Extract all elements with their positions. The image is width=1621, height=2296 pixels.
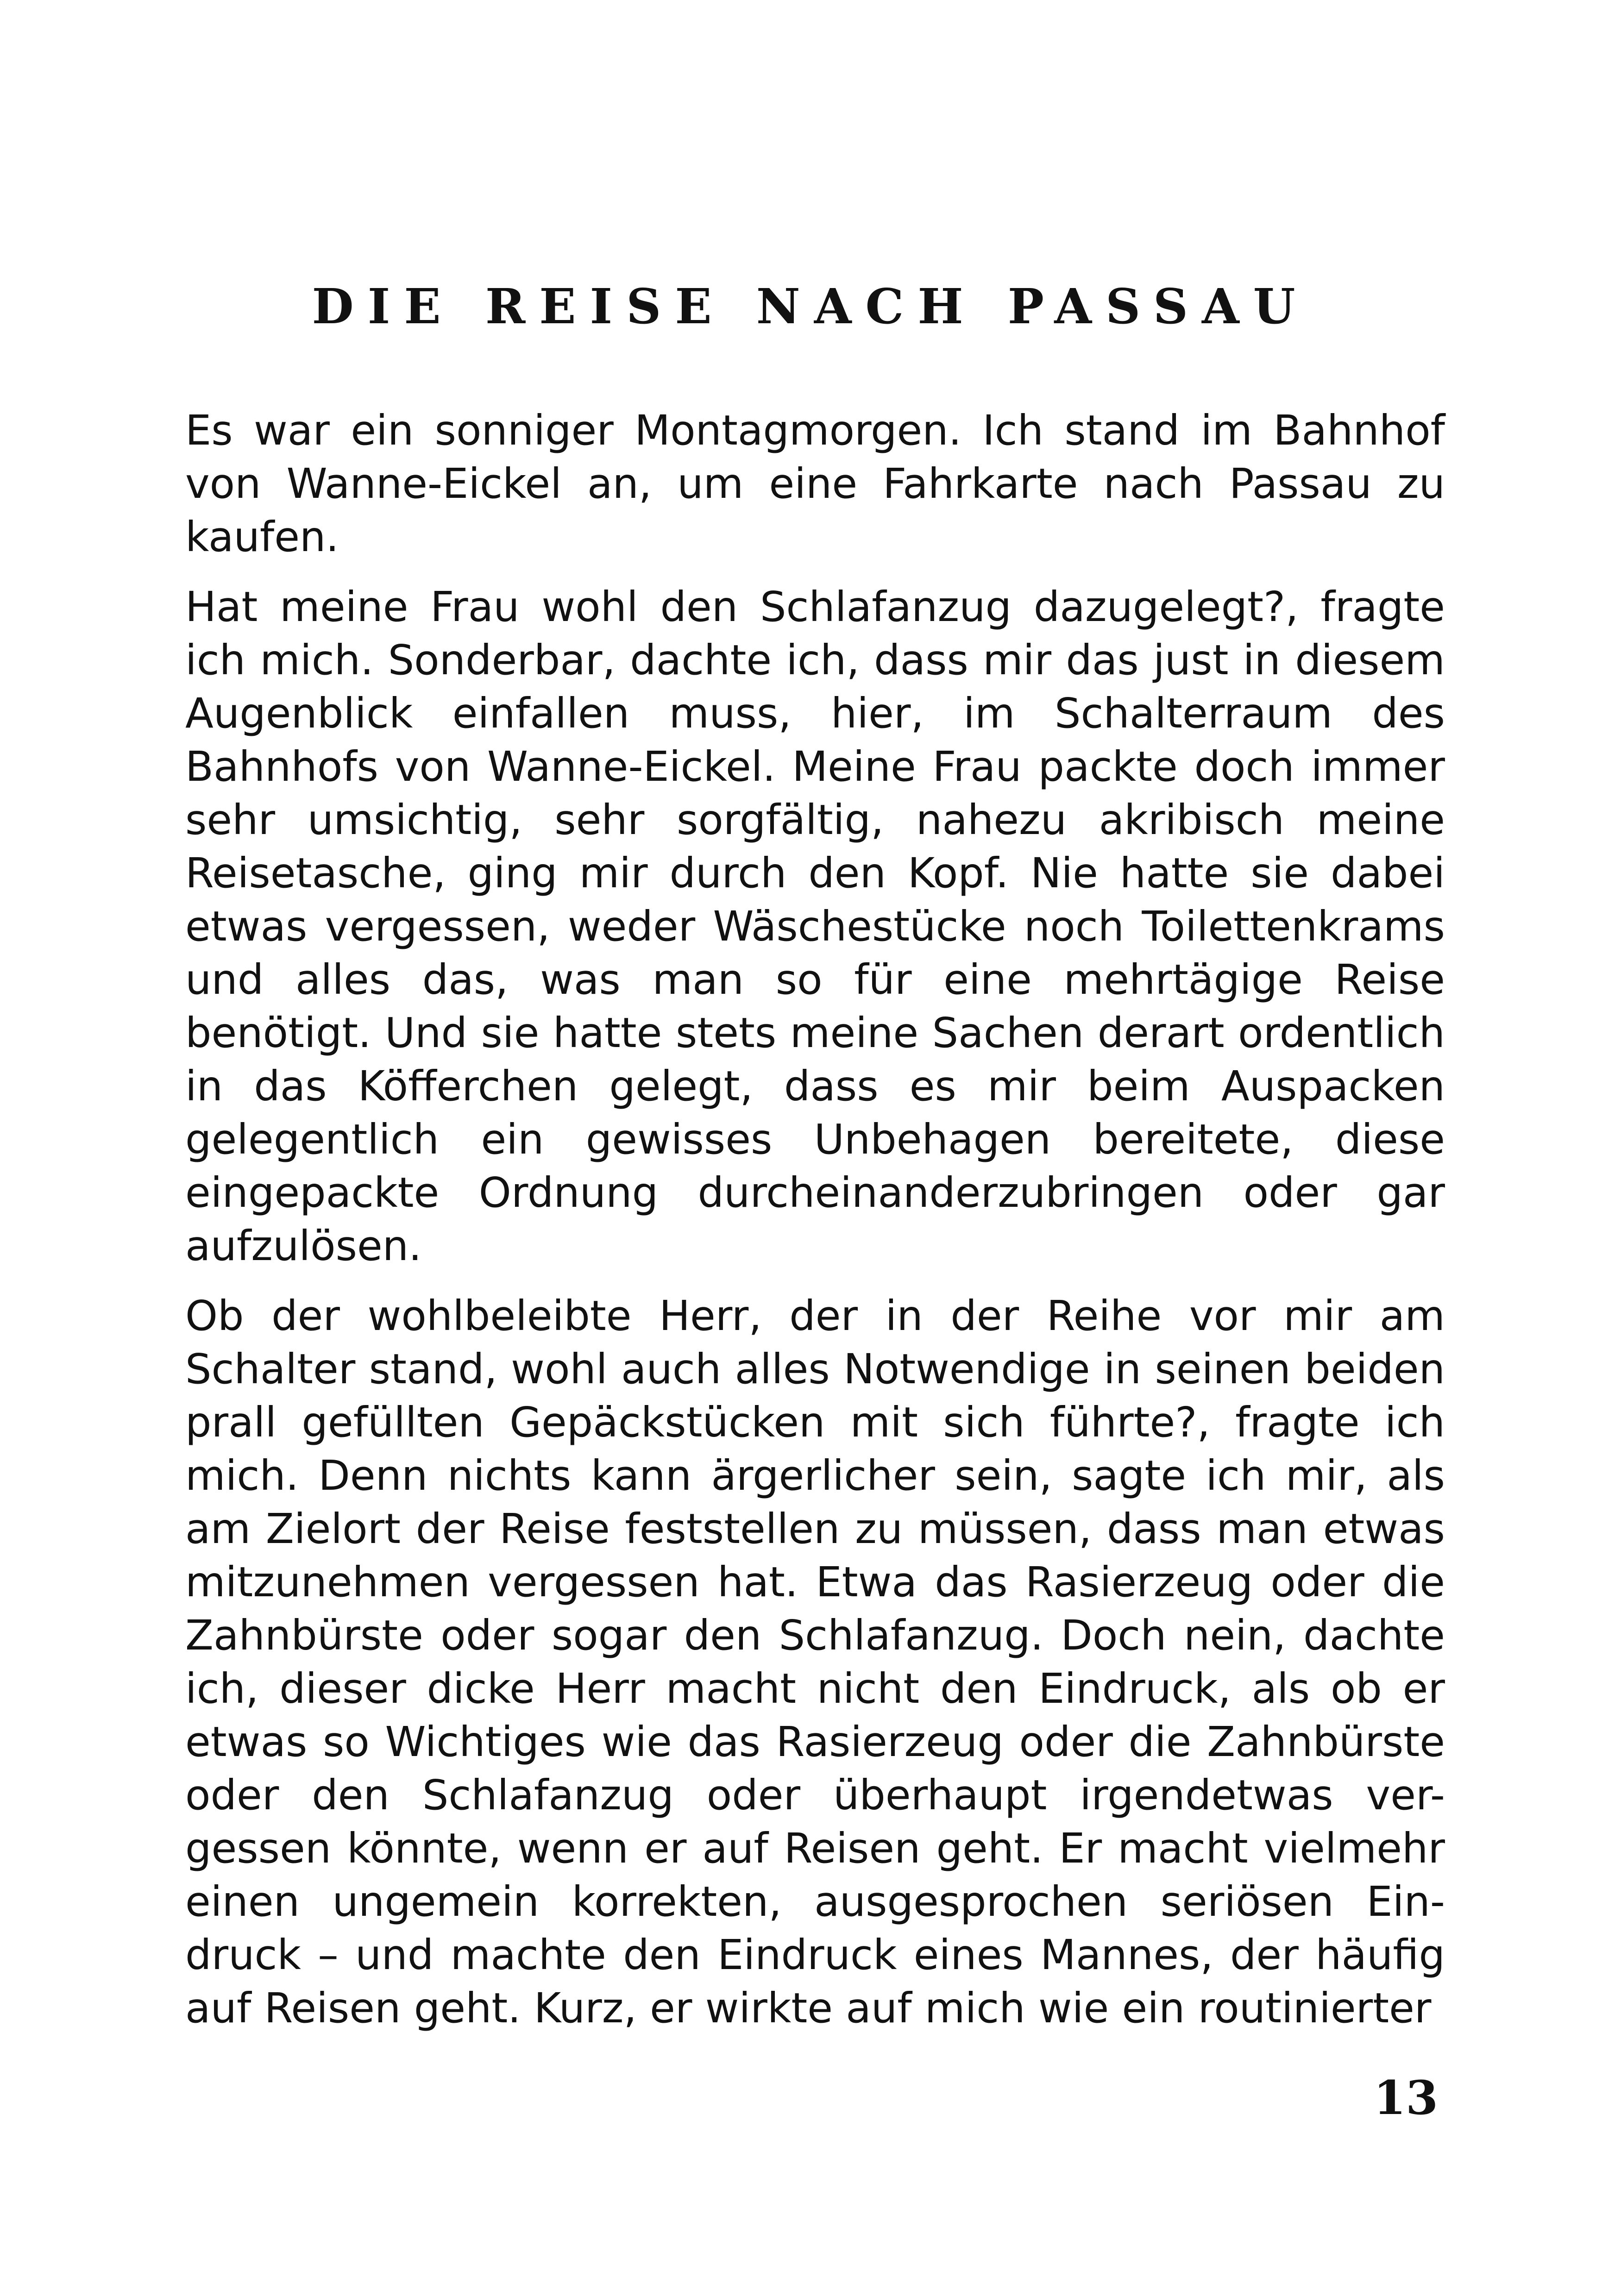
chapter-title: DIE REISE NACH PASSAU [312, 278, 1309, 335]
body-text [185, 404, 1445, 2051]
paragraph-2: Hat meine Frau wohl den Schlafanzug dazugelegt?, fragte ich mich. Sonderbar, dachte ich, dass mir das just in diesem Augenblick einfallen muss, hier, im Schalterraum des Bahnhofs von Wanne-Eickel. Meine Frau packte doch immer sehr umsichtig, sehr sorgfältig, nahezu akribisch meine Reisetasche, ging mir durch den Kopf. Nie hatte sie dabei etwas vergessen, weder Wäschestücke noch Toilettenkrams und alles das, was man so für eine mehrtägige Reise benötigt. Und sie hatte stets meine Sachen derart ordentlich in das Köfferchen gelegt, dass es mir beim Auspacken gelegentlich ein gewisses Unbehagen bereitete, diese eingepackte Ordnung durcheinanderzubringen oder gar aufzulösen. [185, 583, 1445, 1270]
paragraph-1: Es war ein sonniger Montagmorgen. Ich stand im Bahnhof von Wanne-Eickel an, um eine Fahrkarte nach Passau zu kaufen. [185, 406, 1445, 561]
page-number: 13 [1373, 2070, 1438, 2125]
paragraph-3: Ob der wohlbeleibte Herr, der in der Reihe vor mir am Schalter stand, wohl auch alles Notwendige in seinen beiden prall gefüllten Gepäckstücken mit sich führte?, fragte ich mich. Denn nichts kann ärgerlicher sein, sagte ich mir, als am Zielort der Reise feststellen zu müssen, dass man etwas mitzunehmen vergessen hat. Etwa das Rasierzeug oder die Zahnbürste oder sogar den Schlafanzug. Doch nein, dachte ich, dieser dicke Herr macht nicht den Eindruck, als ob er etwas so Wichtiges wie das Rasierzeug oder die Zahnbürste oder den Schlafanzug oder überhaupt irgendetwas ver-gessen könnte, wenn er auf Reisen geht. Er macht vielmehr einen ungemein korrekten, ausgesprochen seriösen Ein-druck – und machte den Eindruck eines Mannes, der häufig auf Reisen geht. Kurz, er wirkte auf mich wie ein routinierter [185, 1292, 1445, 2032]
